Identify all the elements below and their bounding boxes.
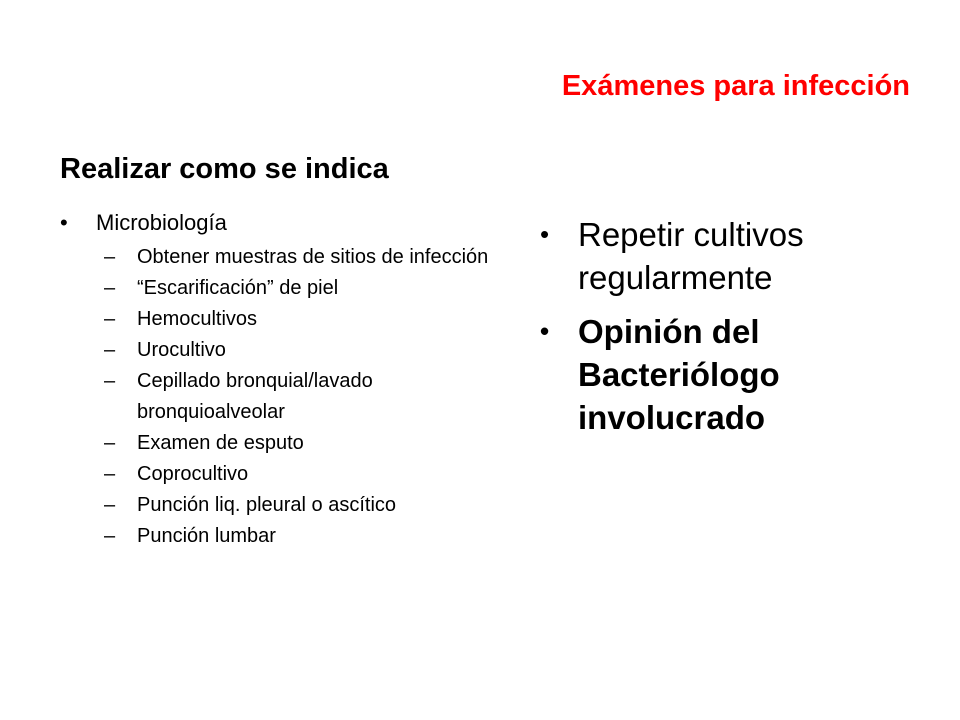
bullet-label: Opinión del Bacteriólogo involucrado: [578, 313, 780, 436]
bullet-dot-icon: •: [540, 219, 550, 249]
bullet-label: Microbiología: [96, 210, 227, 235]
list-item: [60, 304, 500, 335]
list-item: [60, 459, 500, 490]
list-item: [60, 273, 500, 304]
bullet-dot-icon: •: [60, 210, 68, 235]
list-item: [60, 242, 500, 273]
left-heading: Realizar como se indica: [60, 153, 389, 185]
bullet-microbiology: [60, 204, 500, 242]
list-item-label: Coprocultivo: [137, 463, 249, 485]
dash-icon: –: [104, 463, 116, 485]
dash-icon: –: [104, 277, 116, 299]
dash-icon: –: [104, 370, 116, 392]
bullet-label: Repetir cultivos regularmente: [578, 216, 804, 296]
dash-icon: –: [104, 432, 116, 454]
list-item-label: Examen de esputo: [137, 432, 304, 454]
left-column: [60, 204, 500, 552]
list-item-label: Cepillado bronquial/lavado bronquioalveolar: [137, 370, 373, 423]
list-item-label: Obtener muestras de sitios de infección: [137, 246, 489, 268]
dash-icon: –: [104, 494, 116, 516]
list-item: [60, 521, 500, 552]
dash-icon: –: [104, 525, 116, 547]
list-item-label: Punción liq. pleural o ascítico: [137, 494, 397, 516]
list-item: [60, 335, 500, 366]
bullet-dot-icon: •: [540, 316, 550, 346]
bullet-bacteriologist-opinion: [540, 310, 920, 439]
slide-title: Exámenes para infección: [561, 70, 910, 102]
bullet-repeat-cultures: [540, 213, 920, 299]
dash-icon: –: [104, 339, 116, 361]
right-column: [540, 213, 920, 450]
list-item-label: “Escarificación” de piel: [137, 277, 339, 299]
list-item: [60, 366, 500, 428]
list-item-label: Punción lumbar: [137, 525, 276, 547]
list-item: [60, 428, 500, 459]
list-item: [60, 490, 500, 521]
list-item-label: Urocultivo: [137, 339, 226, 361]
sub-list: [60, 242, 500, 552]
dash-icon: –: [104, 308, 116, 330]
dash-icon: –: [104, 246, 116, 268]
list-item-label: Hemocultivos: [137, 308, 258, 330]
